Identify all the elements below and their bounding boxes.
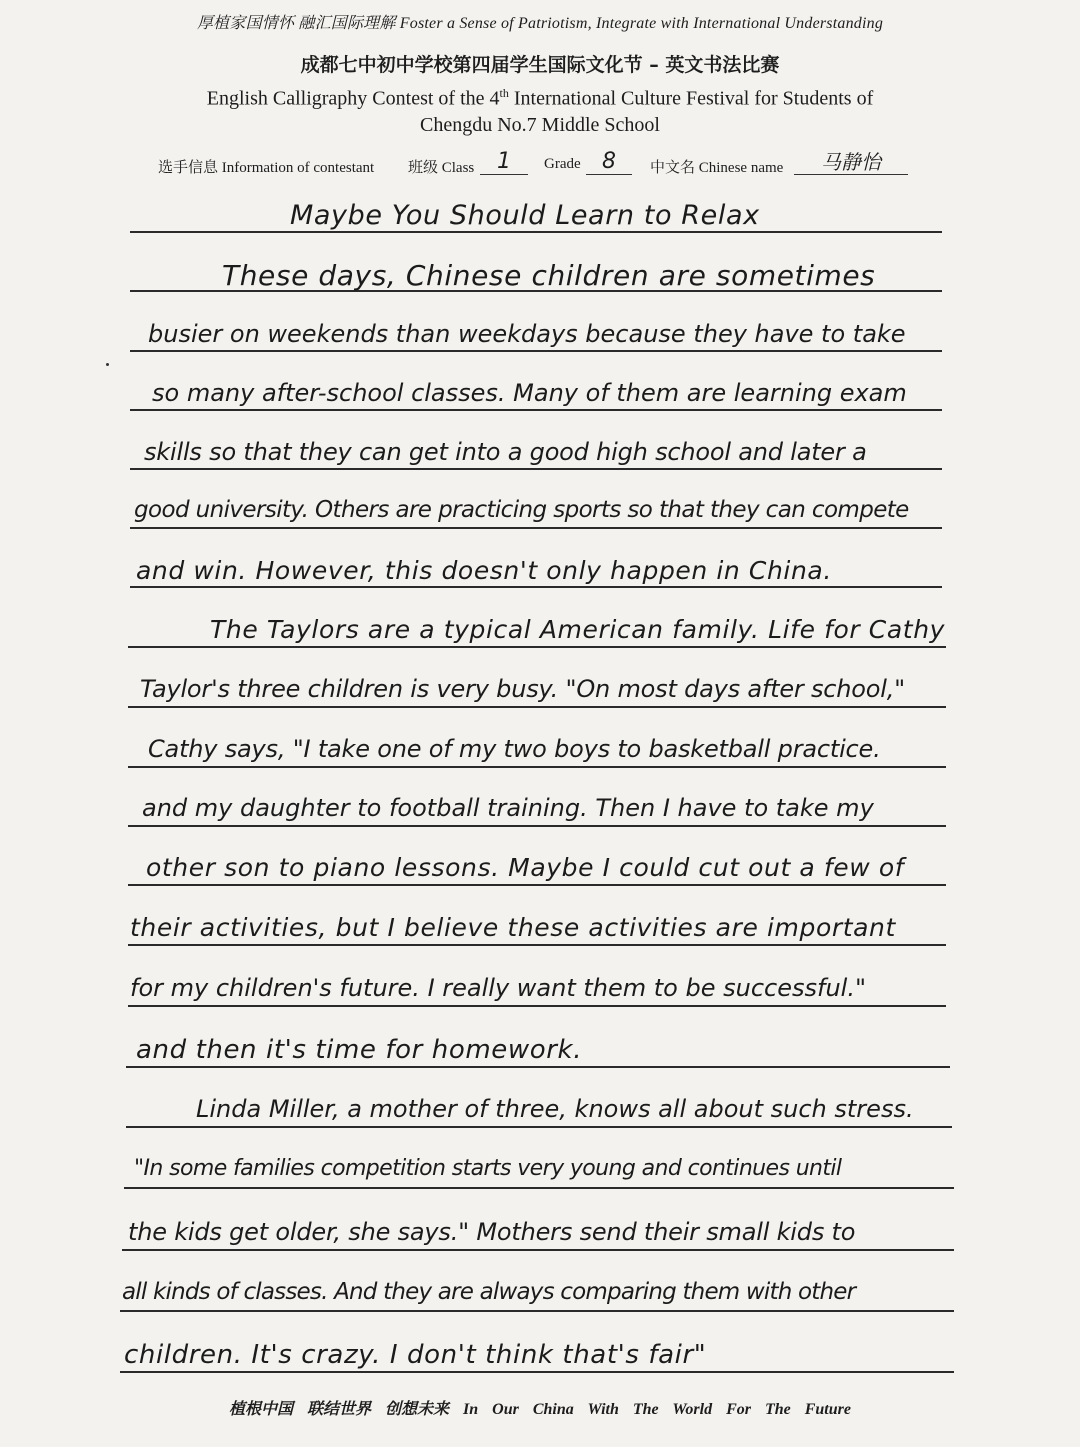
essay-line: good university. Others are practicing sports so that they can compete	[134, 497, 909, 523]
grade-value: 8	[586, 150, 632, 175]
ruled-line	[120, 1310, 954, 1312]
ruled-line	[130, 350, 942, 352]
contest-title-english-line1: English Calligraphy Contest of the 4th International Culture Festival for Students of	[206, 86, 874, 110]
essay-line: These days, Chinese children are sometimes	[222, 259, 876, 292]
essay-line: Taylor's three children is very busy. "On most days after school,"	[140, 675, 906, 703]
essay-line: and win. However, this doesn't only happen in China.	[136, 556, 832, 585]
ruled-line	[130, 586, 942, 588]
ruled-line	[128, 825, 946, 827]
ruled-line	[122, 1249, 954, 1251]
contestant-info-label: 选手信息 Information of contestant	[158, 160, 375, 176]
contest-title-english-line2: Chengdu No.7 Middle School	[420, 113, 660, 136]
ruled-line	[124, 1187, 954, 1189]
essay-line: their activities, but I believe these activities are important	[130, 913, 896, 942]
class-value: 1	[480, 150, 528, 175]
ruled-line	[128, 706, 946, 708]
bottom-motto: 植根中国 联结世界 创想未来 In Our China With The World For The Future	[229, 1401, 851, 1418]
ruled-line	[130, 231, 942, 233]
margin-mark	[106, 363, 109, 366]
essay-line: so many after-school classes. Many of them are learning exam	[152, 379, 907, 407]
essay-line: Linda Miller, a mother of three, knows all about such stress.	[196, 1095, 914, 1123]
contest-title-chinese: 成都七中初中学校第四届学生国际文化节 – 英文书法比赛	[300, 54, 780, 76]
ruled-line	[126, 1066, 950, 1068]
ruled-line	[128, 1005, 946, 1007]
essay-line: and my daughter to football training. Then I have to take my	[142, 794, 874, 822]
essay-line: "In some families competition starts very young and continues until	[134, 1156, 842, 1181]
class-label: 班级 Class	[408, 160, 475, 176]
top-motto: 厚植家国情怀 融汇国际理解 Foster a Sense of Patriotism, Integrate with International Understanding	[196, 15, 884, 32]
essay-line: busier on weekends than weekdays because they have to take	[148, 320, 906, 348]
essay-line: all kinds of classes. And they are always comparing them with other	[122, 1279, 856, 1305]
ruled-line	[126, 1126, 952, 1128]
essay-line: the kids get older, she says." Mothers send their small kids to	[128, 1218, 856, 1246]
essay-line: Cathy says, "I take one of my two boys to basketball practice.	[148, 735, 881, 763]
essay-line: for my children's future. I really want them to be successful."	[130, 974, 866, 1002]
ruled-line	[130, 409, 942, 411]
ruled-line	[128, 884, 946, 886]
essay-title: Maybe You Should Learn to Relax	[290, 200, 760, 231]
ruled-line	[128, 944, 946, 946]
ruled-line	[130, 468, 942, 470]
essay-line: The Taylors are a typical American family. Life for Cathy	[210, 615, 946, 644]
essay-line: and then it's time for homework.	[136, 1035, 583, 1065]
ruled-line	[130, 527, 942, 529]
grade-label: Grade	[544, 156, 581, 172]
chinese-name-value: 马静怡	[794, 150, 908, 175]
essay-line: other son to piano lessons. Maybe I could cut out a few of	[146, 853, 905, 882]
essay-line: skills so that they can get into a good high school and later a	[144, 438, 867, 466]
ruled-line	[120, 1371, 954, 1373]
essay-line: children. It's crazy. I don't think that's fair"	[124, 1340, 707, 1370]
ruled-line	[128, 646, 946, 648]
chinese-name-label: 中文名 Chinese name	[650, 160, 784, 176]
ruled-line	[128, 766, 946, 768]
